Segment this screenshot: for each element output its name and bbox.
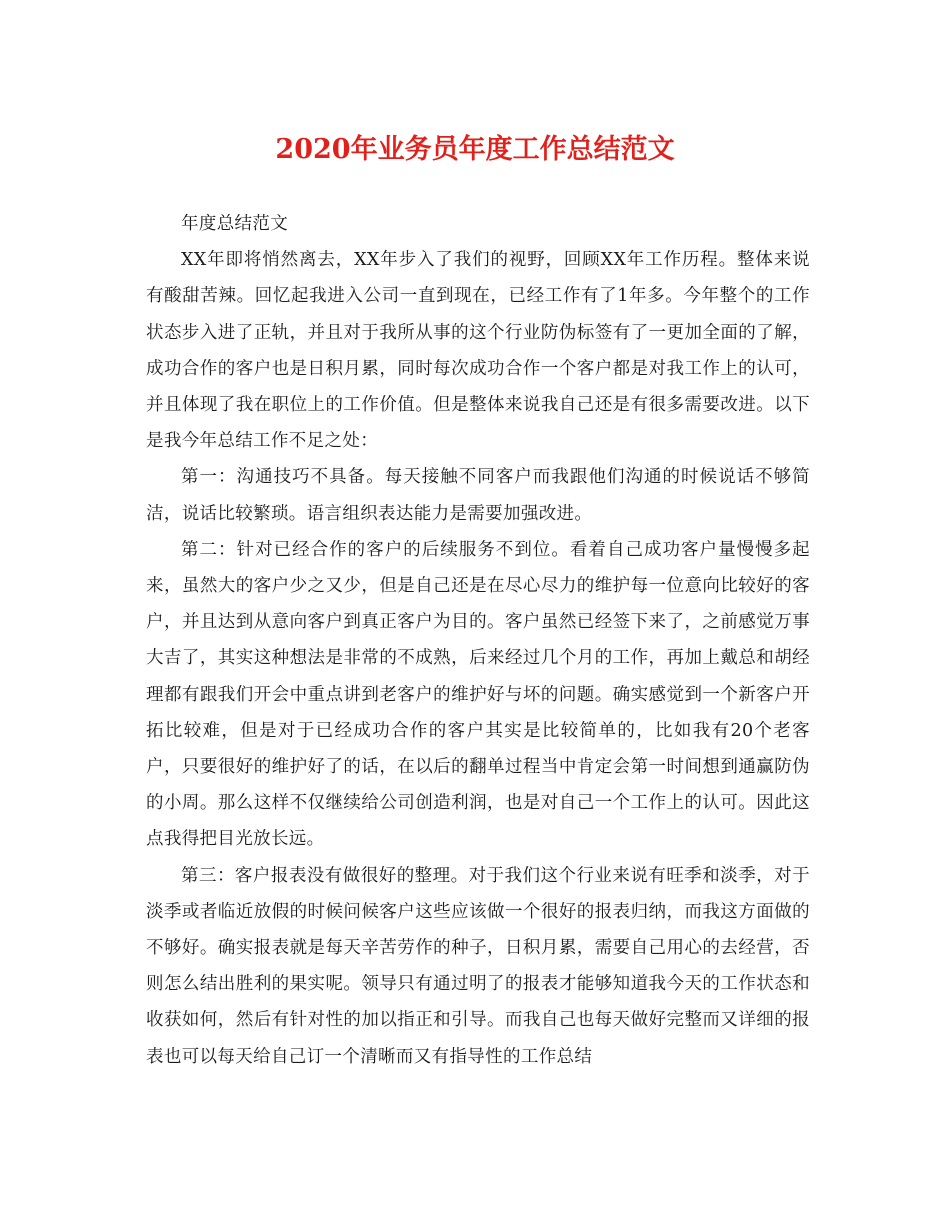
paragraph-point-two: 第二：针对已经合作的客户的后续服务不到位。看着自己成功客户量慢慢多起来，虽然大的客户少之又少，但是自己还是在尽心尽力的维护每一位意向比较好的客户，并且达到从意向客户到真正客户为目的。客户虽然已经签下来了，之前感觉万事大吉了，其实这种想法是非常的不成熟，后来经过几个月的工作，再加上戴总和胡经理都有跟我们开会中重点讲到老客户的维护好与坏的问题。确实感觉到一个新客户开拓比较难，但是对于已经成功合作的客户其实是比较简单的，比如我有20个老客户，只要很好的维护好了的话，在以后的翻单过程当中肯定会第一时间想到通赢防伪的小周。那么这样不仅继续给公司创造利润，也是对自己一个工作上的认可。因此这点我得把目光放长远。 xyxy=(146,539,810,850)
paragraph-heading: 年度总结范文 xyxy=(181,214,289,234)
document-body xyxy=(146,206,810,1075)
paragraph-intro: XX年即将悄然离去，XX年步入了我们的视野，回顾XX年工作历程。整体来说有酸甜苦辣。回忆起我进入公司一直到现在，已经工作有了1年多。今年整个的工作状态步入进了正轨，并且对于我所从事的这个行业防伪标签有了一更加全面的了解，成功合作的客户也是日积月累，同时每次成功合作一个客户都是对我工作上的认可，并且体现了我在职位上的工作价值。但是整体来说我自己还是有很多需要改进。以下是我今年总结工作不足之处： xyxy=(146,250,810,452)
paragraph-point-three: 第三：客户报表没有做很好的整理。对于我们这个行业来说有旺季和淡季，对于淡季或者临近放假的时候问候客户这些应该做一个很好的报表归纳，而我这方面做的不够好。确实报表就是每天辛苦劳作的种子，日积月累，需要自己用心的去经营，否则怎么结出胜利的果实呢。领导只有通过明了的报表才能够知道我今天的工作状态和收获如何，然后有针对性的加以指正和引导。而我自己也每天做好完整而又详细的报表也可以每天给自己订一个清晰而又有指导性的工作总结 xyxy=(146,865,810,1067)
paragraph-point-one: 第一：沟通技巧不具备。每天接触不同客户而我跟他们沟通的时候说话不够简洁，说话比较繁琐。语言组织表达能力是需要加强改进。 xyxy=(146,467,810,524)
document-title: 2020年业务员年度工作总结范文 xyxy=(275,134,675,165)
